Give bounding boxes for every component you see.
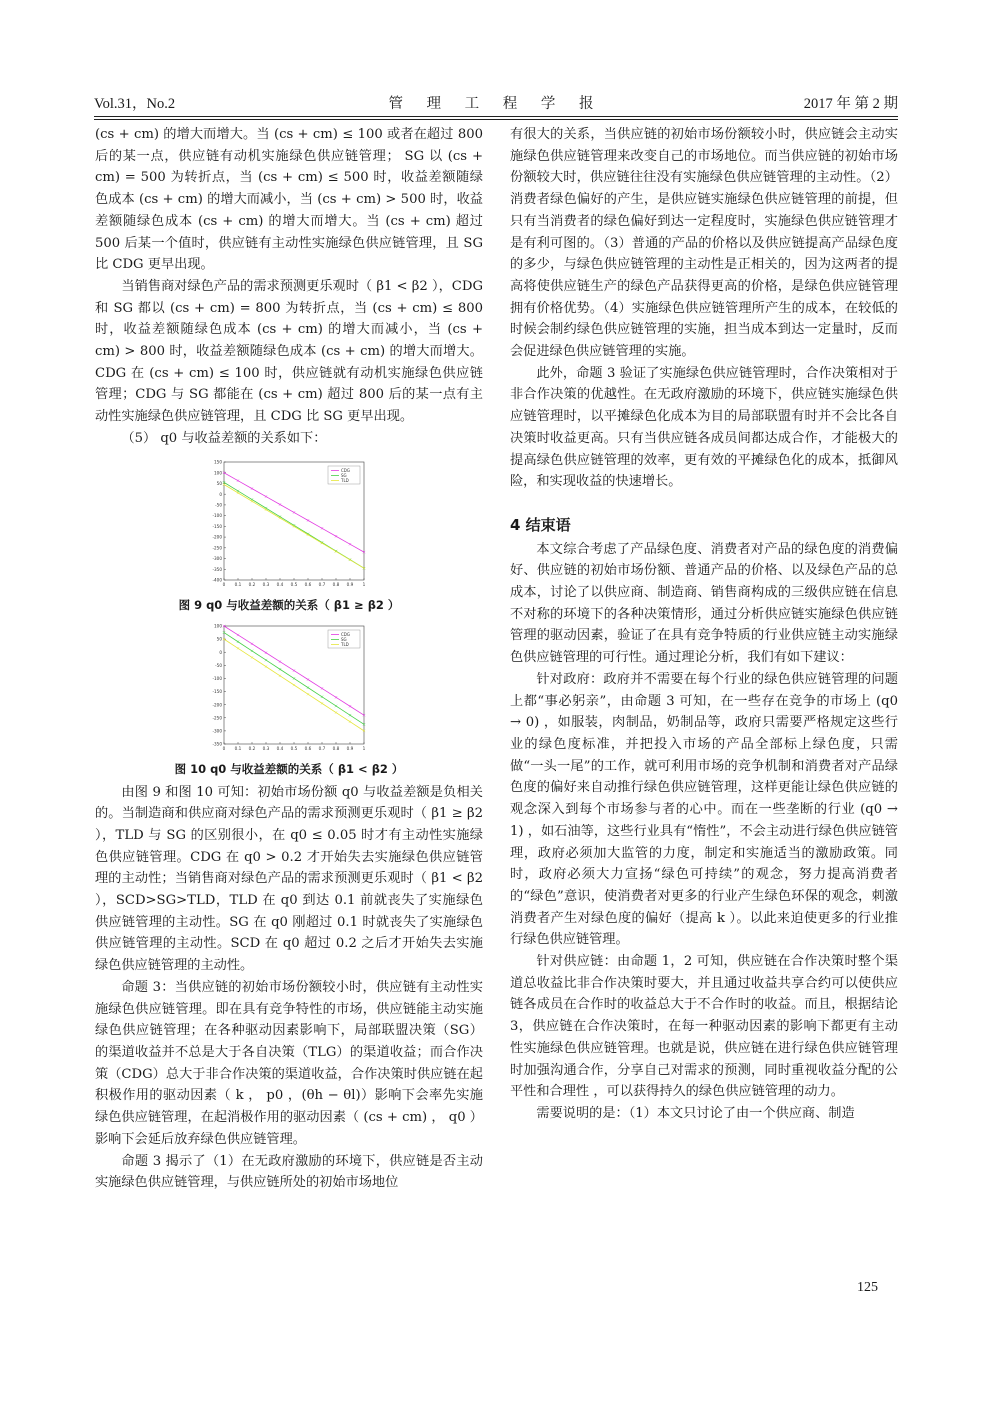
x-tick-label: 0.6 [304, 581, 312, 587]
paragraph: 此外，命题 3 验证了实施绿色供应链管理时，合作决策相对于非合作决策的优越性。在无政府激励的环境下，供应链实施绿色供应链管理时，以平摊绿色化成本为目的局部联盟有时并不会比各自决策时收益更高。只有当供应链各成员间都达成合作，才能极大的提高绿色供应链管理的效率，更有效的平摊绿色化的成本，抵御风险，和实现收益的快速增长。 [510, 365, 898, 490]
x-tick-label: 0.8 [332, 745, 340, 751]
x-tick-label: 0.9 [346, 581, 354, 587]
x-tick-label: 0.2 [248, 745, 256, 751]
figure-9-caption: 图 9 q0 与收益差额的关系（ β1 ≥ β2 ） [178, 597, 400, 612]
x-tick-label: 0.2 [248, 581, 256, 587]
volume-label: Vol.31，No.2 [94, 96, 176, 112]
paragraph: 命题 3：当供应链的初始市场份额较小时，供应链有主动性实施绿色供应链管理。即在具有竞争特性的市场，供应链能主动实施绿色供应链管理；在各种驱动因素影响下，局部联盟决策（SG）的渠道收益并不总是大于各自决策（TLG）的渠道收益；而合作决策（CDG）总大于非合作决策的渠道收益，合作决策时供应链在起积极作用的驱动因素（ k ， p0 ，(θh − θl)）影响下会率先实施绿色供应链管理，在起消极作用的驱动因素（ (cs + cm) ， q0 ）影响下会延后放弃绿色供应链管理。 [95, 979, 483, 1147]
paragraph: 有很大的关系，当供应链的初始市场份额较小时，供应链会主动实施绿色供应链管理来改变自己的市场地位。而当供应链的初始市场份额较大时，供应链往往没有实施绿色供应链管理的主动性。（2）消费者绿色偏好的产生，是供应链实施绿色供应链管理的前提，但只有当消费者的绿色偏好到达一定程度时，实施绿色供应链管理才是有利可图的。（3）普通的产品的价格以及供应链提高产品绿色度的多少，与绿色供应链管理的主动性是正相关的，因为这两者的提高将使供应链生产的绿色产品获得更高的价格，是绿色供应链管理拥有价格优势。（4）实施绿色供应链管理所产生的成本，在较低的时候会制约绿色供应链管理的实施，担当成本到达一定量时，反而会促进绿色供应链管理的实施。 [510, 127, 898, 360]
x-tick-label: 0.7 [318, 745, 326, 751]
y-tick-label: 150 [214, 459, 222, 465]
y-tick-label: -200 [212, 701, 222, 707]
header-rule [94, 116, 898, 117]
y-tick-label: -250 [212, 544, 222, 550]
legend-label: CDG [341, 631, 350, 637]
x-tick-label: 0.9 [346, 745, 354, 751]
y-tick-label: -50 [215, 502, 222, 508]
y-tick-label: 0 [219, 491, 222, 497]
paragraph: 当销售商对绿色产品的需求预测更乐观时（ β1 < β2 ），CDG 和 SG 都以 (cs + cm) = 800 为转折点，当 (cs + cm) ≤ 800 时，收益差额随绿色成本 (cs + cm) 的增大而减小，当 (cs + cm) > 800 时，收益差额随绿色成本 (cs + cm) 的增大而增大。CDG 在 (cs + cm) ≤ 100 时，供应链就有动机实施绿色供应链管理；CDG 与 SG 都能在 (cs + cm) 超过 800 后的某一点有主动性实施绿色供应链管理，且 CDG 比 SG 更早出现。 [95, 278, 483, 425]
figure-10-chart [204, 620, 374, 758]
paragraph: （5） q0 与收益差额的关系如下： [121, 430, 327, 446]
x-tick-label: 0.3 [262, 745, 270, 751]
x-tick-label: 0.4 [276, 745, 284, 751]
header-rule-thin [94, 119, 898, 120]
left-column [95, 124, 483, 1194]
x-tick-label: 0 [222, 581, 226, 587]
x-tick-label: 0.1 [234, 745, 242, 751]
paragraph: 针对政府：政府并不需要在每个行业的绿色供应链管理的问题上都“事必躬亲”，由命题 3 可知，在一些存在竞争的市场上 (q0 → 0) ，如服装，肉制品，奶制品等，政府只需要严格规定这些行业的绿色度标准，并把投入市场的产品全部标上绿色度，只需做“一头一尾”的工作，就可利用市场的竞争机制和消费者对产品绿色度的偏好来自动推行绿色供应链管理，这样更能让绿色供应链的观念深入到每个市场参与者的心中。而在一些垄断的行业 (q0 → 1) ，如石油等，这些行业具有“惰性”，不会主动进行绿色供应链管理，政府必须加大监管的力度，制定和实施适当的激励政策。同时，政府必须大力宣扬“绿色可持续”的观念，努力提高消费者的“绿色”意识，使消费者对更多的行业产生绿色环保的观念，刺激消费者产生对绿色度的偏好（提高 k ）。以此来迫使更多的行业推行绿色供应链管理。 [510, 671, 898, 948]
y-tick-label: -50 [215, 662, 222, 668]
legend-label: SG [341, 636, 347, 642]
x-tick-label: 0.5 [290, 581, 298, 587]
figure-9 [95, 456, 483, 614]
y-tick-label: -350 [212, 566, 222, 572]
y-tick-label: 50 [216, 636, 222, 642]
x-tick-label: 0.6 [304, 745, 312, 751]
figure-9-chart [204, 456, 374, 594]
y-tick-label: -100 [212, 675, 222, 681]
y-tick-label: -250 [212, 714, 222, 720]
x-tick-label: 0.1 [234, 581, 242, 587]
issue-label: 2017 年 第 2 期 [803, 96, 898, 112]
y-tick-label: -350 [212, 741, 222, 747]
x-tick-label: 0.4 [276, 581, 284, 587]
legend-label: TLD [341, 641, 349, 647]
y-tick-label: 100 [214, 623, 222, 629]
page-header [94, 88, 898, 114]
paragraph: 需要说明的是：（1）本文只讨论了由一个供应商、制造 [536, 1105, 855, 1121]
y-tick-label: -300 [212, 555, 222, 561]
section-heading: 4 结束语 [510, 515, 571, 534]
x-tick-label: 0.8 [332, 581, 340, 587]
legend-label: SG [341, 472, 347, 478]
y-tick-label: 100 [214, 469, 222, 475]
figure-10 [95, 620, 483, 778]
y-tick-label: -300 [212, 728, 222, 734]
y-tick-label: 50 [216, 480, 222, 486]
x-tick-label: 1 [362, 581, 366, 587]
x-tick-label: 0.7 [318, 581, 326, 587]
y-tick-label: -400 [212, 577, 222, 583]
page-number: 125 [857, 1280, 878, 1295]
x-tick-label: 0 [222, 745, 226, 751]
figure-10-caption: 图 10 q0 与收益差额的关系（ β1 < β2 ） [174, 761, 404, 776]
y-tick-label: -150 [212, 523, 222, 529]
x-tick-label: 1 [362, 745, 366, 751]
y-tick-label: 0 [219, 649, 222, 655]
x-tick-label: 0.5 [290, 745, 298, 751]
paragraph: 命题 3 揭示了（1）在无政府激励的环境下，供应链是否主动实施绿色供应链管理，与供应链所处的初始市场地位 [95, 1153, 483, 1191]
journal-title: 管 理 工 程 学 报 [388, 96, 604, 112]
y-tick-label: -100 [212, 512, 222, 518]
y-tick-label: -200 [212, 534, 222, 540]
x-tick-label: 0.3 [262, 581, 270, 587]
paragraph: 本文综合考虑了产品绿色度、消费者对产品的绿色度的消费偏好、供应链的初始市场份额、普通产品的价格、以及绿色产品的总成本，讨论了以供应商、制造商、销售商构成的三级供应链在信息不对称的环境下的各种决策情形，通过分析供应链实施绿色供应链管理的驱动因素，验证了在具有竞争特质的行业供应链主动实施绿色供应链管理的可行性。通过理论分析，我们有如下建议： [510, 541, 898, 666]
y-tick-label: -150 [212, 688, 222, 694]
legend-label: TLD [341, 477, 349, 483]
paragraph: 由图 9 和图 10 可知：初始市场份额 q0 与收益差额是负相关的。当制造商和供应商对绿色产品的需求预测更乐观时（ β1 ≥ β2 ），TLD 与 SG 的区别很小，在 q0 ≤ 0.05 时才有主动性实施绿色供应链管理。CDG 在 q0 > 0.2 才开始失去实施绿色供应链管理的主动性；当销售商对绿色产品的需求预测更乐观时（ β1 < β2 ），SCD>SG>TLD，TLD 在 q0 到达 0.1 前就丧失了实施绿色供应链管理的主动性。SG 在 q0 刚超过 0.1 时就丧失了实施绿色供应链管理的主动性。SCD 在 q0 超过 0.2 之后才开始失去实施绿色供应链管理的主动性。 [95, 784, 483, 974]
paragraph: 针对供应链：由命题 1，2 可知，供应链在合作决策时整个渠道总收益比非合作决策时要大，并且通过收益共享合约可以使供应链各成员在合作时的收益总大于不合作时的收益。而且，根据结论 3，供应链在合作决策时，在每一种驱动因素的影响下都更有主动性实施绿色供应链管理。也就是说，供应链在进行绿色供应链管理时加强沟通合作，分享自己对需求的预测，同时重视收益分配的公平性和合理性 ，可以获得持久的绿色供应链管理的动力。 [510, 954, 898, 1100]
right-column [510, 124, 898, 1125]
paragraph: (cs + cm) 的增大而增大。当 (cs + cm) ≤ 100 或者在超过 800 后的某一点，供应链有动机实施绿色供应链管理； SG 以 (cs + cm) = 500 为转折点，当 (cs + cm) ≤ 500 时，收益差额随绿色成本 (cs + cm) 的增大而减小，当 (cs + cm) > 500 时，收益差额随绿色成本 (cs + cm) 的增大而增大。当 (cs + cm) 超过 500 后某一个值时，供应链有主动性实施绿色供应链管理，且 SG 比 CDG 更早出现。 [95, 127, 483, 273]
legend-label: CDG [341, 467, 350, 473]
